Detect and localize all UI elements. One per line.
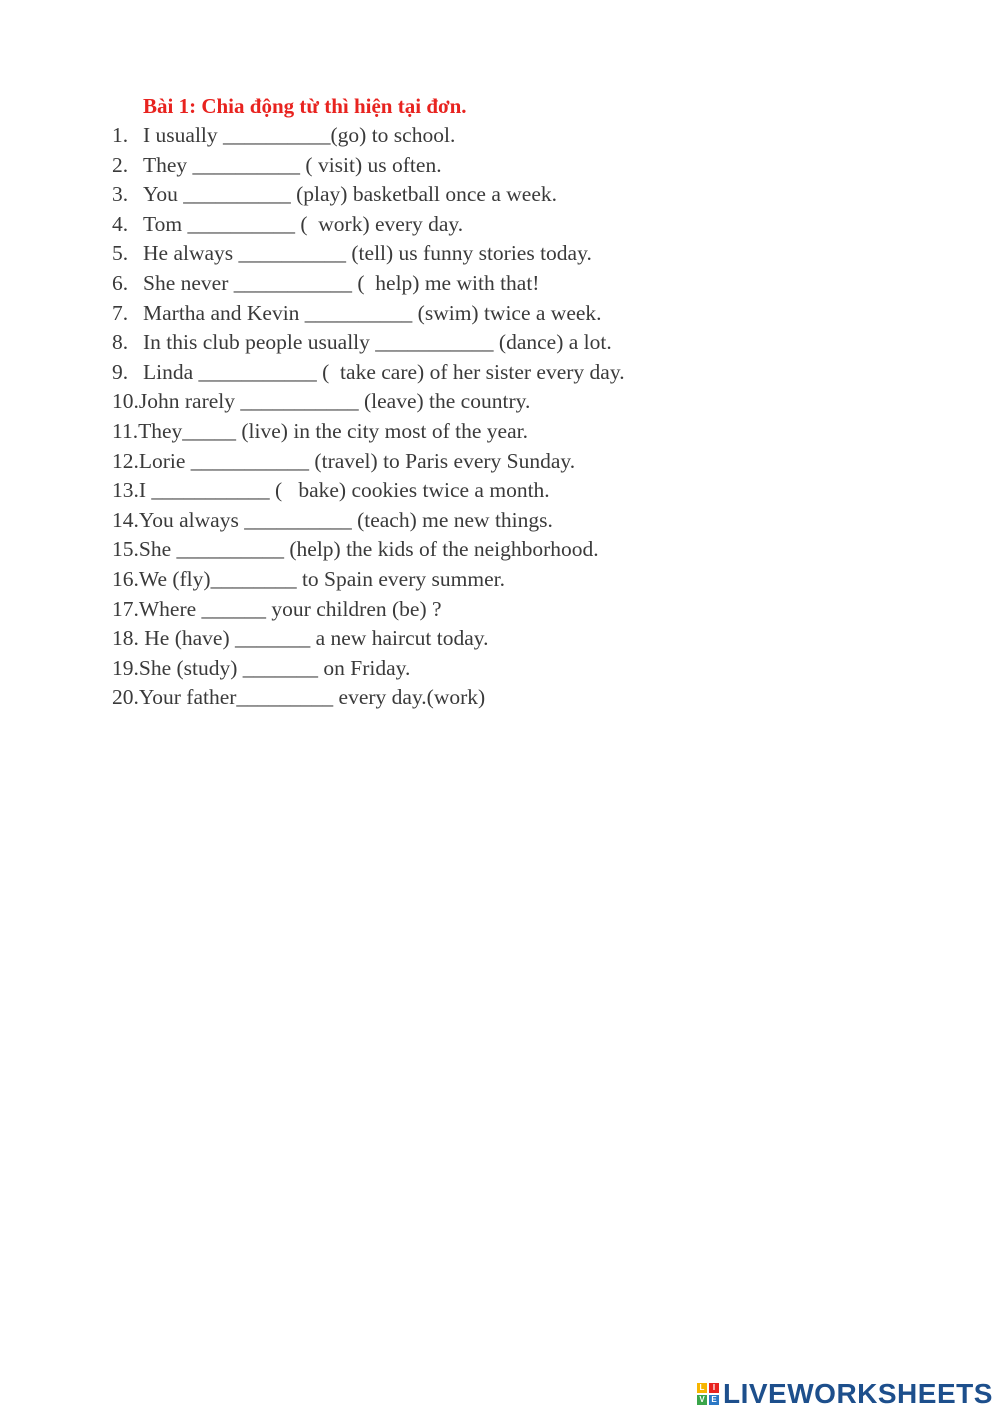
item-number: 3. — [112, 182, 129, 207]
item-number: 10. — [112, 389, 139, 414]
item-text: You always __________ (teach) me new things. — [138, 507, 553, 532]
logo-letter-l: L — [697, 1383, 707, 1393]
list-item — [112, 387, 625, 417]
item-number: 1. — [112, 123, 129, 147]
item-text: In this club people usually ___________ (dance) a lot. — [143, 330, 612, 355]
item-text: John rarely ___________ (leave) the country. — [138, 389, 531, 414]
item-text: She __________ (help) the kids of the neighborhood. — [138, 537, 599, 562]
logo-letter-e: E — [709, 1395, 719, 1405]
item-text: She (study) _______ on Friday. — [138, 655, 411, 680]
list-item — [112, 121, 625, 151]
list-item — [112, 683, 625, 713]
list-item — [112, 506, 625, 536]
list-item — [112, 654, 625, 684]
list-item — [112, 447, 625, 477]
item-text: Linda ___________ ( take care) of her sister every day. — [143, 359, 625, 384]
item-text: She never ___________ ( help) me with that! — [143, 270, 540, 295]
item-text: Where ______ your children (be) ? — [138, 596, 442, 621]
list-item — [112, 358, 625, 388]
list-item — [112, 476, 625, 506]
list-item — [112, 299, 625, 329]
item-text: They_____ (live) in the city most of the year. — [138, 418, 528, 443]
item-number: 6. — [112, 270, 129, 295]
item-number: 20. — [112, 685, 139, 710]
item-text: I ___________ ( bake) cookies twice a month. — [138, 478, 550, 503]
exercise-title: Bài 1: Chia động từ thì hiện tại đơn. — [143, 94, 467, 118]
item-number: 9. — [112, 359, 129, 384]
item-number: 19. — [112, 655, 139, 680]
item-number: 13. — [112, 478, 139, 503]
item-text: You __________ (play) basketball once a week. — [143, 182, 557, 207]
list-item — [112, 269, 625, 299]
list-item — [112, 535, 625, 565]
list-item — [112, 210, 625, 240]
brand-name: LIVEWORKSHEETS — [723, 1378, 993, 1409]
item-number: 16. — [112, 566, 139, 591]
logo-letter-i: I — [709, 1383, 719, 1393]
item-text: They __________ ( visit) us often. — [143, 152, 442, 177]
list-item — [112, 328, 625, 358]
item-text: Tom __________ ( work) every day. — [143, 211, 464, 236]
item-number: 17. — [112, 596, 139, 621]
list-item — [112, 595, 625, 625]
item-number: 4. — [112, 211, 129, 236]
item-number: 12. — [112, 448, 139, 473]
item-text: Lorie ___________ (travel) to Paris every Sunday. — [138, 448, 576, 473]
list-item — [112, 417, 625, 447]
liveworksheets-logo[interactable] — [697, 1377, 993, 1411]
list-item — [112, 180, 625, 210]
item-text: He always __________ (tell) us funny stories today. — [143, 241, 592, 266]
item-text: Your father_________ every day.(work) — [138, 685, 486, 710]
exercise-list — [112, 121, 625, 713]
item-text: He (have) _______ a new haircut today. — [138, 626, 489, 651]
list-item — [112, 565, 625, 595]
item-number: 8. — [112, 330, 129, 355]
item-number: 7. — [112, 300, 129, 325]
item-number: 11. — [112, 418, 139, 443]
list-item — [112, 624, 625, 654]
item-number: 15. — [112, 537, 139, 562]
logo-letter-v: V — [697, 1395, 707, 1405]
list-item — [112, 151, 625, 181]
list-item — [112, 239, 625, 269]
item-number: 18. — [112, 626, 139, 651]
item-number: 2. — [112, 152, 129, 177]
item-text: We (fly)________ to Spain every summer. — [138, 566, 505, 591]
item-text: I usually __________(go) to school. — [143, 123, 456, 147]
item-text: Martha and Kevin __________ (swim) twice a week. — [143, 300, 602, 325]
liveworksheets-logo-icon — [697, 1383, 719, 1405]
item-number: 5. — [112, 241, 129, 266]
item-number: 14. — [112, 507, 139, 532]
